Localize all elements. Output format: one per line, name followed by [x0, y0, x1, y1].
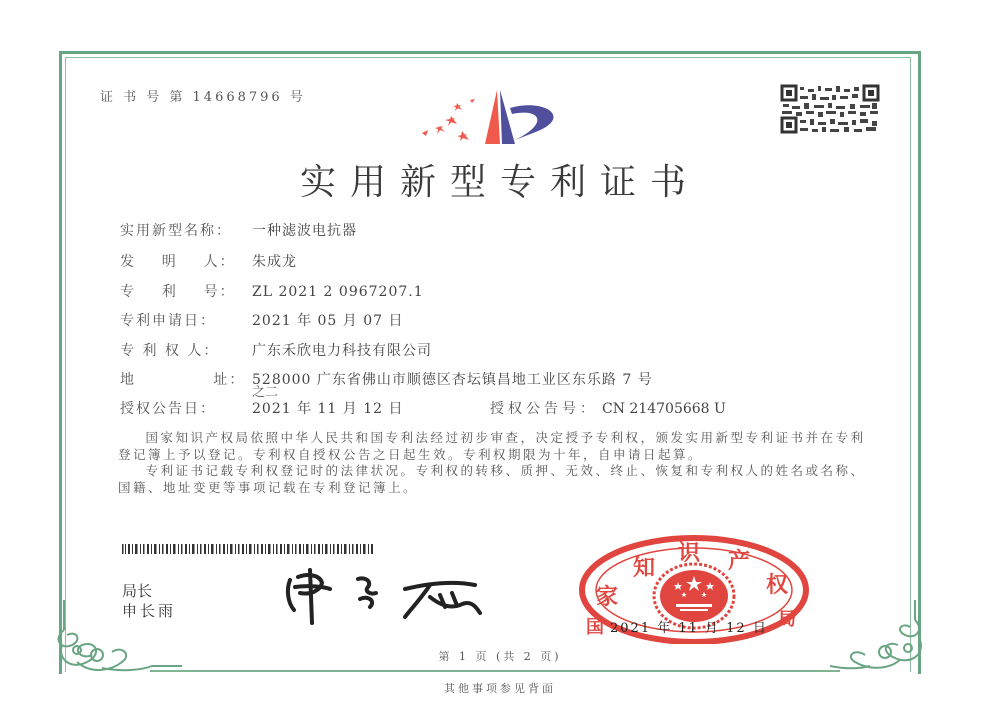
field-utility-name [120, 220, 357, 240]
field-filing-date [120, 310, 404, 330]
field-inventor [120, 251, 297, 271]
director-name: 申长雨 [122, 602, 177, 620]
field-value: 朱成龙 [252, 254, 297, 270]
field-value: 2021 年 05 月 07 日 [252, 313, 404, 329]
cnipa-logo-icon [415, 78, 565, 148]
floral-corner-ornament-right-icon [830, 600, 930, 680]
field-label: 授权公告号： [490, 401, 598, 417]
field-label: 地 址： [120, 372, 246, 388]
field-patentee [120, 340, 432, 360]
field-label: 专 利 号： [120, 284, 236, 300]
field-label: 实用新型名称： [120, 223, 232, 239]
field-label: 专利申请日： [120, 313, 216, 329]
certificate-body [118, 430, 878, 496]
field-value: 528000 广东省佛山市顺德区杏坛镇昌地工业区东乐路 7 号 [252, 372, 653, 388]
svg-text:识: 识 [678, 540, 701, 566]
certificate-bottom-border [150, 670, 840, 672]
field-patent-number [120, 281, 424, 301]
field-value: CN 214705668 U [602, 401, 726, 417]
qr-code-icon [780, 84, 880, 134]
svg-text:家: 家 [596, 584, 619, 610]
svg-text:权: 权 [766, 572, 789, 598]
certificate-title: 实用新型专利证书 [299, 162, 700, 203]
field-grant-date [120, 398, 404, 418]
svg-text:知: 知 [633, 555, 656, 581]
field-value: 广东禾欣电力科技有限公司 [252, 343, 432, 359]
field-label: 发 明 人： [120, 254, 236, 270]
handwritten-signature-icon [280, 565, 490, 625]
seal-date: 2021 年 11 月 12 日 [610, 621, 768, 636]
svg-text:产: 产 [728, 548, 751, 574]
body-paragraph-1: 国家知识产权局依照中华人民共和国专利法经过初步审查，决定授予专利权，颁发实用新型专利证书并在专利登记簿上予以登记。专利权自授权公告之日起生效。专利权期限为十年，自申请日起算。 [118, 430, 866, 462]
field-grant-number [490, 398, 726, 418]
body-paragraph-2: 专利证书记载专利权登记时的法律状况。专利权的转移、质押、无效、终止、恢复和专利权人的姓名或名称、国籍、地址变更等事项记载在专利登记簿上。 [118, 463, 866, 495]
page-number: 第 1 页 (共 2 页) [438, 650, 562, 663]
footer-note: 其他事项参见背面 [444, 682, 556, 695]
svg-text:国: 国 [586, 617, 604, 638]
field-value: 一种滤波电抗器 [252, 223, 357, 239]
field-value: 2021 年 11 月 12 日 [252, 401, 404, 417]
certificate-number: 证 书 号 第 14668796 号 [100, 90, 306, 105]
field-value: ZL 2021 2 0967207.1 [252, 284, 424, 300]
director-title: 局长 [122, 582, 153, 600]
barcode-icon [122, 544, 374, 554]
field-address-line2: 之二 [252, 385, 279, 400]
svg-text:局: 局 [778, 609, 796, 630]
field-label: 专 利 权 人： [120, 343, 220, 359]
field-label: 授权公告日： [120, 401, 216, 417]
field-address [120, 369, 653, 389]
